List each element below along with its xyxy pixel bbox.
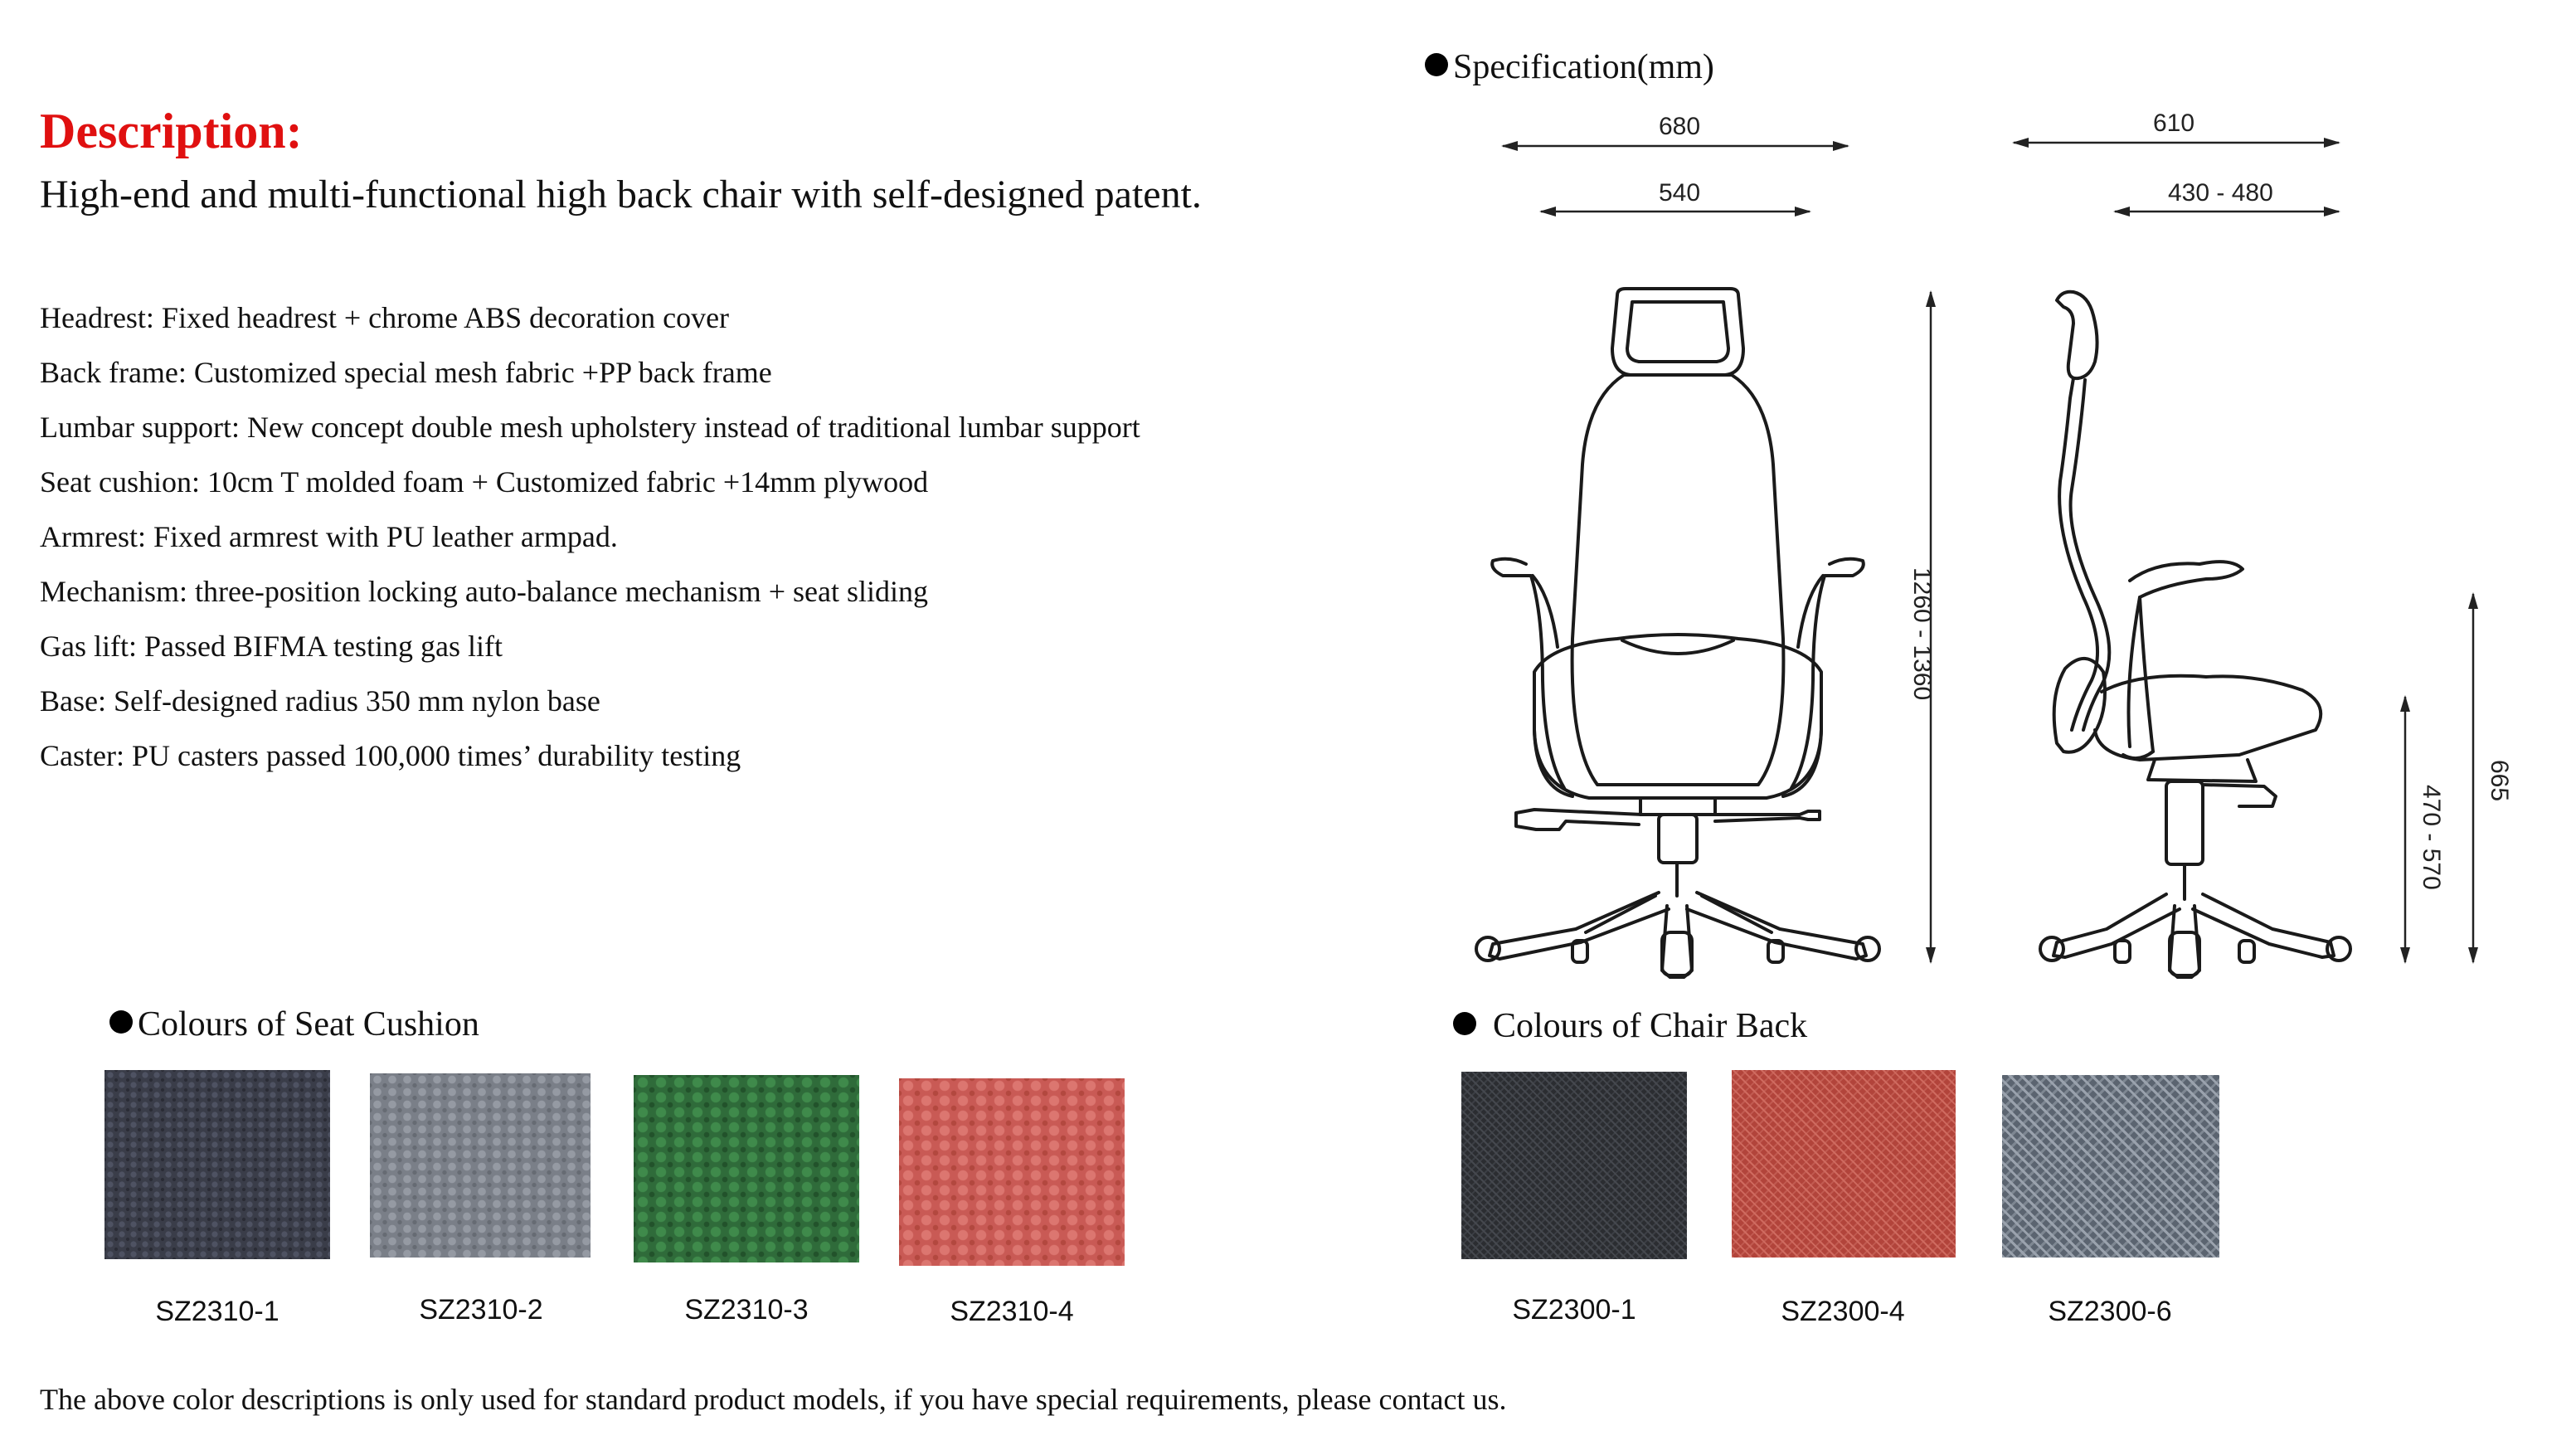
feature-headrest: Headrest: Fixed headrest + chrome ABS decoration cover (40, 301, 730, 334)
side-seat-depth-label: 430 - 480 (2168, 179, 2273, 207)
back-colours-heading (1453, 1009, 1807, 1044)
description-title: Description: (40, 104, 303, 158)
specification-heading (1425, 50, 1714, 85)
seat-swatch-sz2310-2[interactable] (370, 1073, 591, 1258)
seat-swatch-sz2310-4[interactable] (899, 1078, 1125, 1266)
seat-colours-heading-label: Colours of Seat Cushion (138, 1005, 479, 1044)
feature-seat-cushion: Seat cushion: 10cm T molded foam + Customized fabric +14mm plywood (40, 465, 929, 499)
side-seat-height-label: 470 - 570 (2418, 785, 2445, 890)
bullet-icon (1425, 53, 1448, 76)
feature-back-frame: Back frame: Customized special mesh fabric +PP back frame (40, 356, 772, 389)
seat-swatch-label: SZ2310-2 (419, 1294, 543, 1326)
back-swatch-sz2300-6[interactable] (2002, 1075, 2219, 1258)
front-seat-width-label: 540 (1659, 179, 1701, 207)
back-colours-heading-label: Colours of Chair Back (1493, 1007, 1808, 1045)
seat-swatch-sz2310-1[interactable] (104, 1070, 330, 1259)
front-height-label: 1260 - 1360 (1908, 567, 1936, 701)
feature-base: Base: Self-designed radius 350 mm nylon base (40, 684, 600, 718)
feature-caster: Caster: PU casters passed 100,000 times’ durability testing (40, 739, 741, 772)
seat-swatch-sz2310-3[interactable] (634, 1075, 859, 1262)
feature-mechanism: Mechanism: three-position locking auto-balance mechanism + seat sliding (40, 575, 929, 608)
feature-armrest: Armrest: Fixed armrest with PU leather armpad. (40, 520, 618, 553)
side-depth-label: 610 (2153, 109, 2195, 137)
footer-note: The above color descriptions is only used for standard product models, if you have special requirements, please contact us. (40, 1383, 1507, 1416)
feature-lumbar-support: Lumbar support: New concept double mesh upholstery instead of traditional lumbar support (40, 411, 1140, 444)
bullet-icon (1453, 1012, 1476, 1035)
side-arm-height-label: 665 (2486, 760, 2513, 802)
back-swatch-label: SZ2300-4 (1781, 1296, 1905, 1327)
back-swatch-label: SZ2300-1 (1512, 1294, 1636, 1326)
seat-colours-heading (109, 1007, 479, 1042)
chair-dimension-drawing (1410, 100, 2505, 979)
seat-swatch-label: SZ2310-4 (950, 1296, 1074, 1327)
description-subtitle: High-end and multi-functional high back chair with self-designed patent. (40, 173, 1202, 216)
back-swatch-sz2300-4[interactable] (1732, 1070, 1956, 1258)
feature-gas-lift: Gas lift: Passed BIFMA testing gas lift (40, 630, 503, 663)
feature-list (40, 290, 1140, 783)
back-swatch-sz2300-1[interactable] (1461, 1072, 1687, 1259)
seat-swatch-label: SZ2310-1 (155, 1296, 279, 1327)
bullet-icon (109, 1010, 133, 1034)
chair-side-view (2040, 292, 2350, 979)
chair-front-view (1476, 289, 1879, 979)
seat-swatch-label: SZ2310-3 (684, 1294, 809, 1326)
back-swatch-label: SZ2300-6 (2048, 1296, 2172, 1327)
specification-heading-label: Specification(mm) (1453, 48, 1714, 86)
front-width-label: 680 (1659, 113, 1701, 140)
